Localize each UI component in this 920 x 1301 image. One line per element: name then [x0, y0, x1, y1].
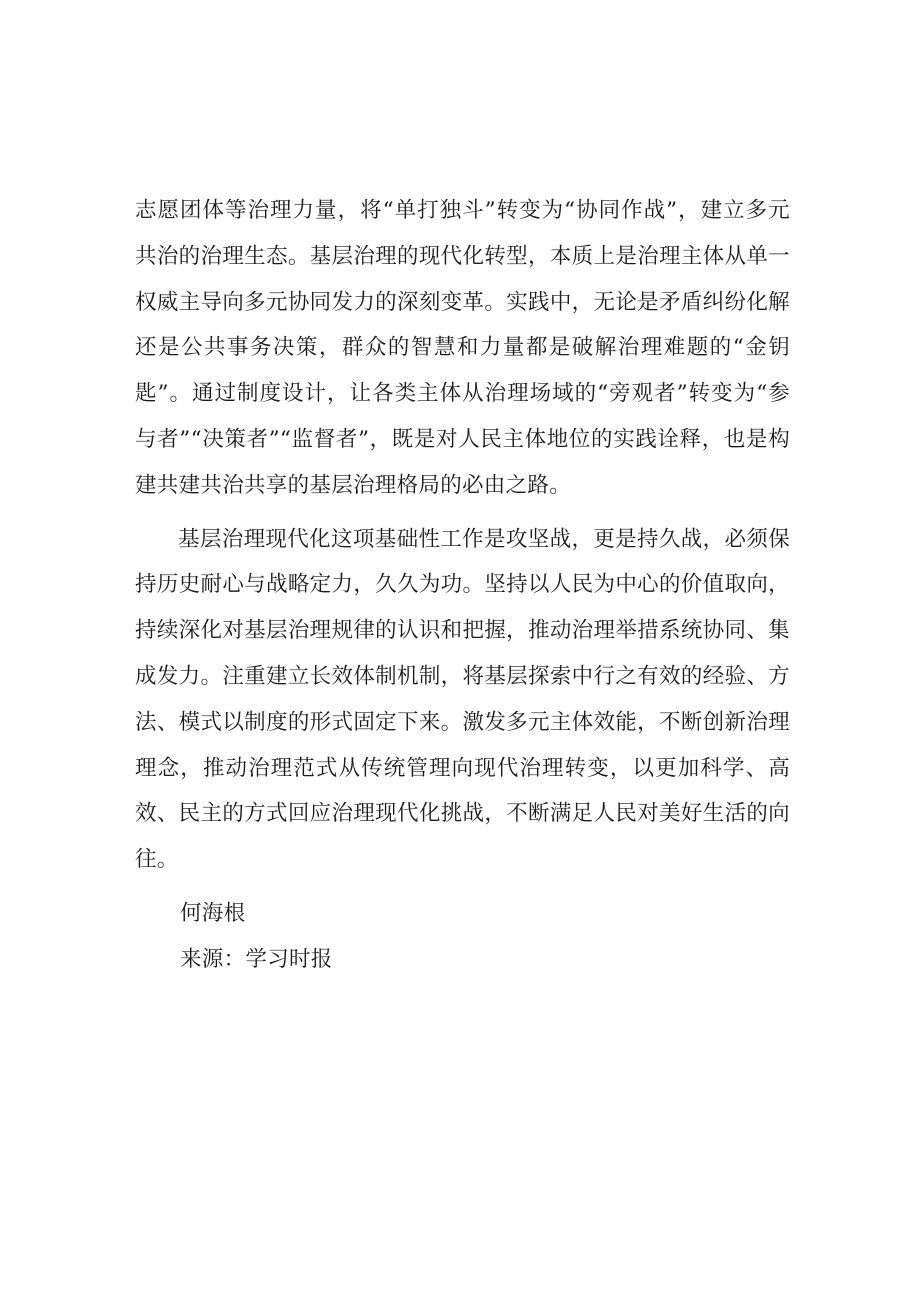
article-body [135, 188, 790, 983]
paragraph-continued: 志愿团体等治理力量，将“单打独斗”转变为“协同作战”，建立多元共治的治理生态。基层治理的现代化转型，本质上是治理主体从单一权威主导向多元协同发力的深刻变革。实践中，无论是矛盾纠纷化解还是公共事务决策，群众的智慧和力量都是破解治理难题的“金钥匙”。通过制度设计，让各类主体从治理场域的“旁观者”转变为“参与者”“决策者”“监督者”，既是对人民主体地位的实践诠释，也是构建共建共治共享的基层治理格局的必由之路。 [135, 198, 790, 498]
source-line: 来源：学习时报 [180, 946, 333, 972]
author-name: 何海根 [180, 900, 246, 926]
paragraph-conclusion: 基层治理现代化这项基础性工作是攻坚战，更是持久战，必须保持历史耐心与战略定力，久久为功。坚持以人民为中心的价值取向，持续深化对基层治理规律的认识和把握，推动治理举措系统协同、集成发力。注重建立长效体制机制，将基层探索中行之有效的经验、方法、模式以制度的形式固定下来。激发多元主体效能，不断创新治理理念，推动治理范式从传统管理向现代治理转变，以更加科学、高效、民主的方式回应治理现代化挑战，不断满足人民对美好生活的向往。 [135, 526, 790, 873]
